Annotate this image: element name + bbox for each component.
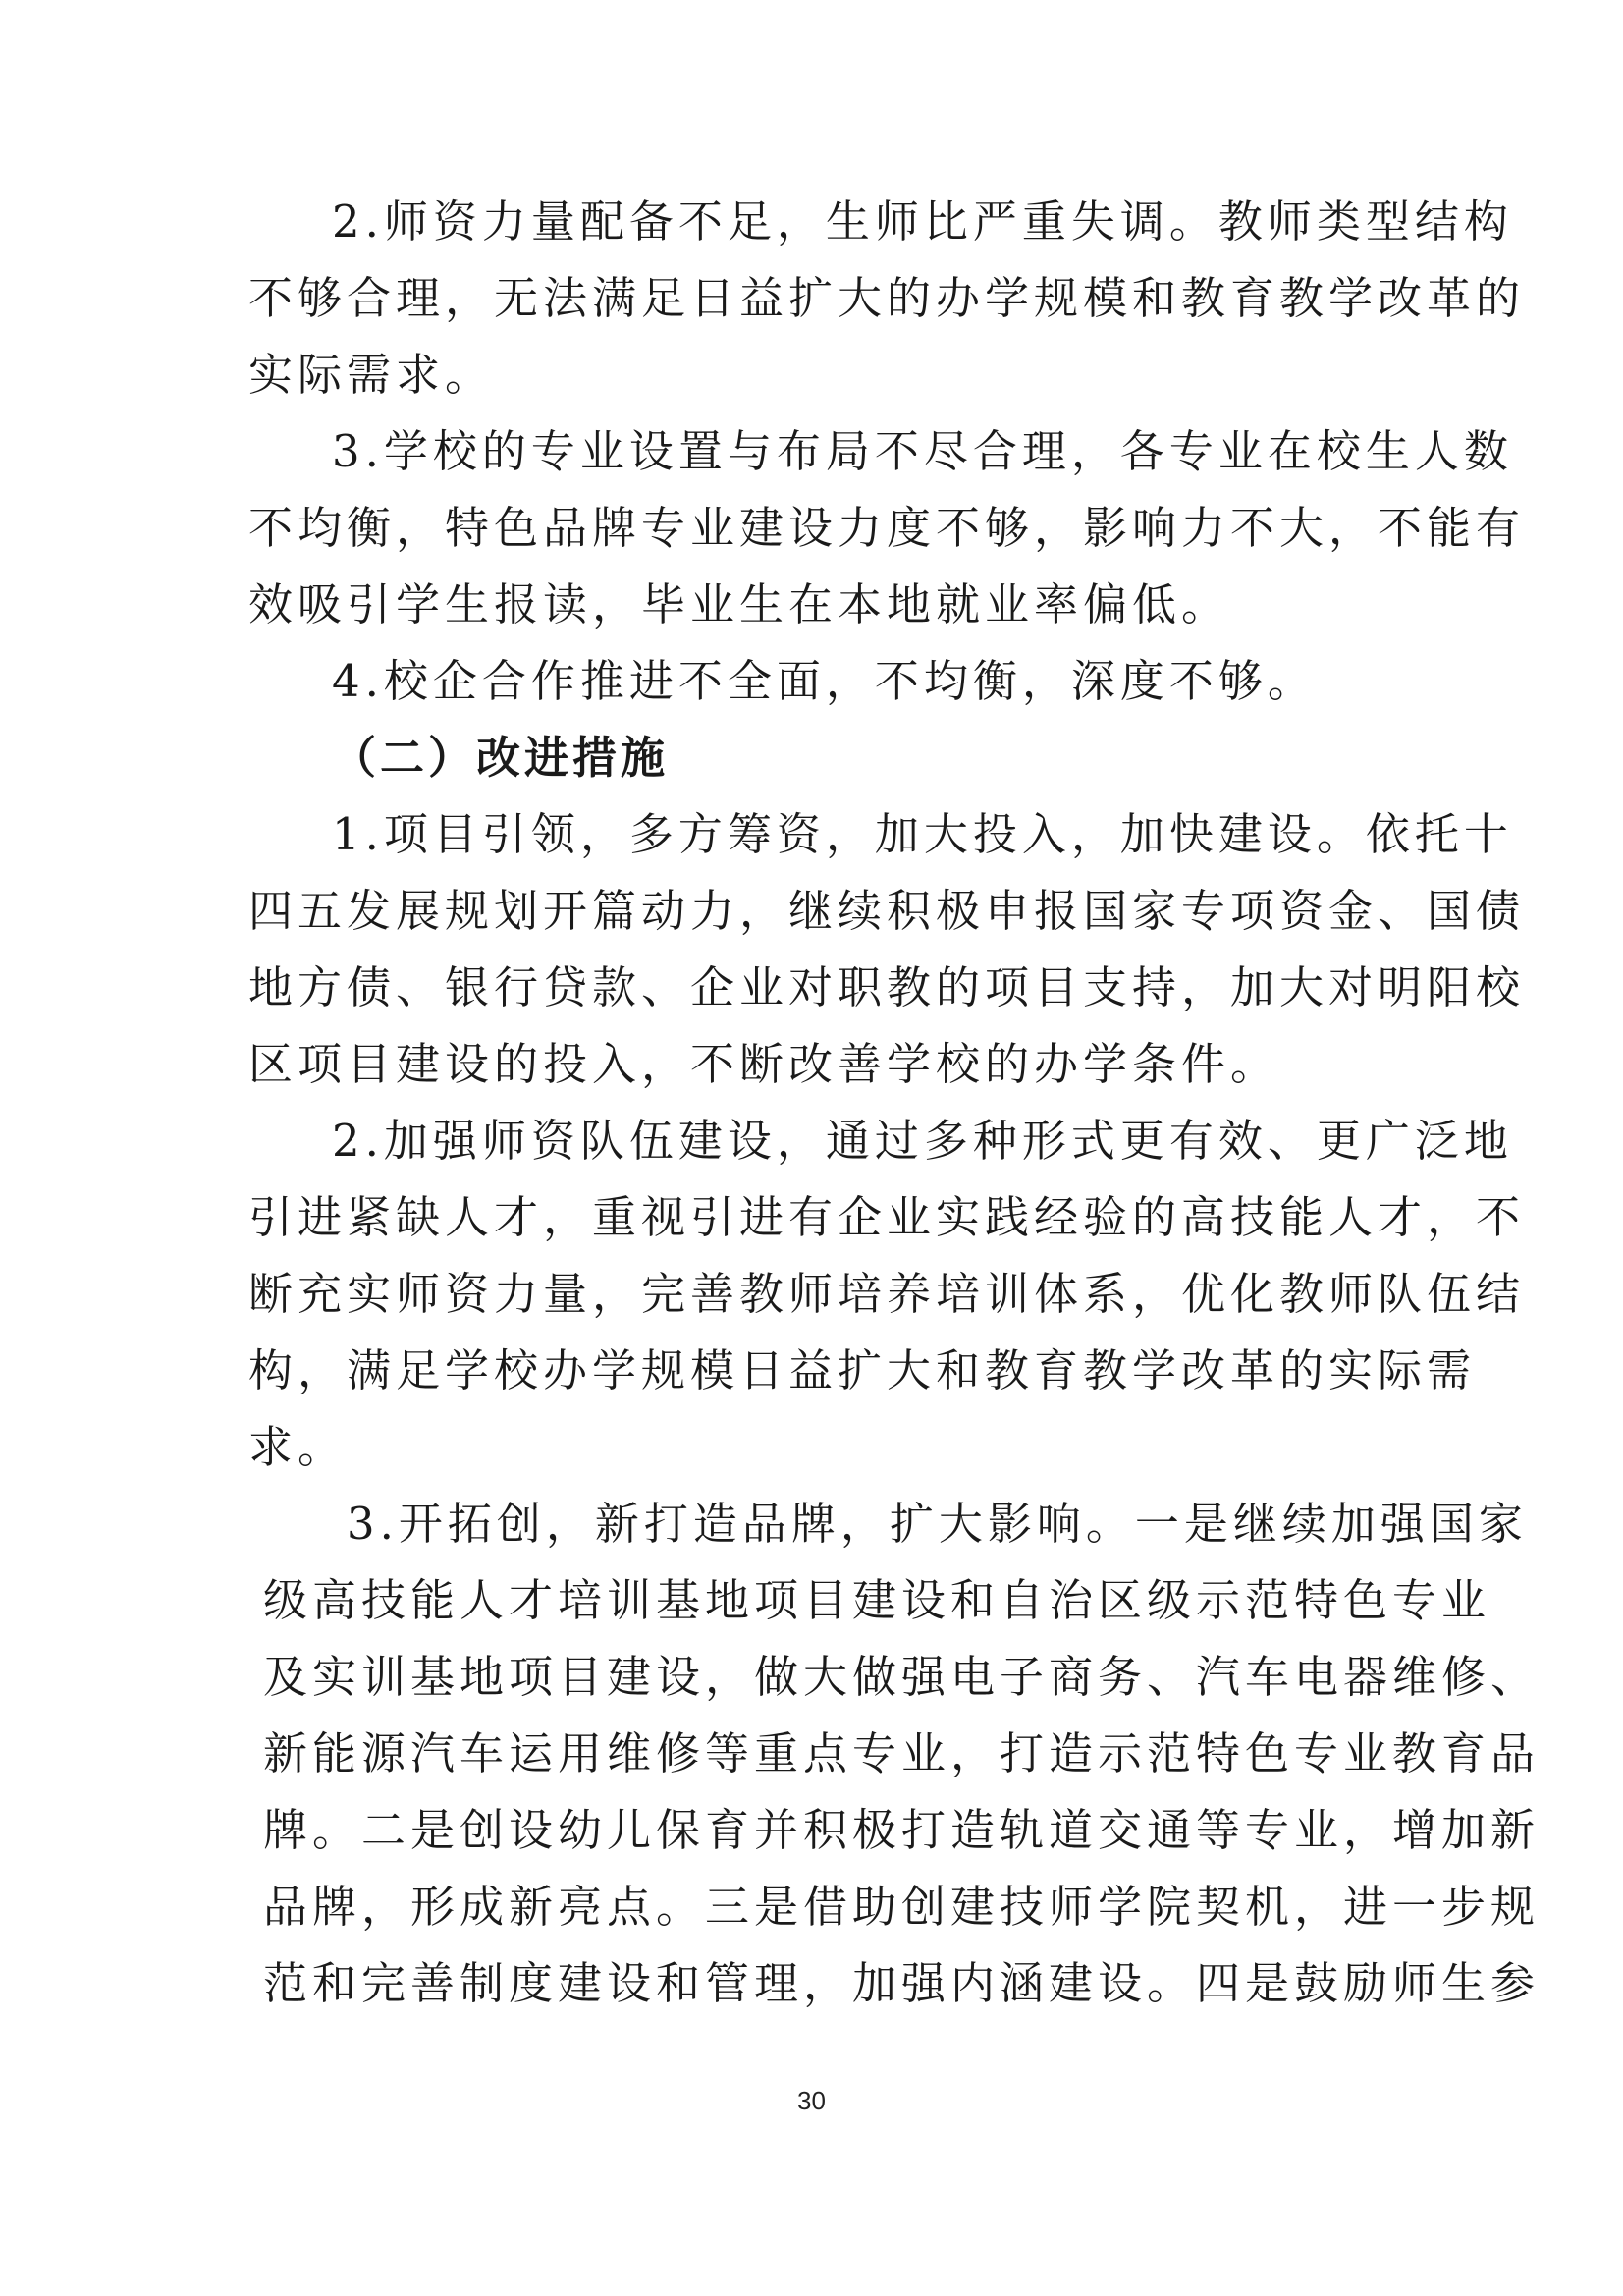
- paragraph-line: 地方债、银行贷款、企业对职教的项目支持，加大对明阳校: [248, 961, 1526, 1013]
- paragraph-line: 实际需求。: [248, 349, 495, 401]
- paragraph-line: 范和完善制度建设和管理，加强内涵建设。四是鼓励师生参: [263, 1957, 1541, 2009]
- paragraph-line: 及实训基地项目建设，做大做强电子商务、汽车电器维修、: [263, 1651, 1541, 1703]
- paragraph-line: 级高技能人才培训基地项目建设和自治区级示范特色专业: [263, 1574, 1491, 1626]
- paragraph-line: 效吸引学生报读，毕业生在本地就业率偏低。: [248, 578, 1231, 630]
- paragraph-line: 2.加强师资队伍建设，通过多种形式更有效、更广泛地: [332, 1115, 1513, 1167]
- paragraph-line: 3.开拓创，新打造品牌，扩大影响。一是继续加强国家: [347, 1498, 1528, 1550]
- paragraph-line: 3.学校的专业设置与布局不尽合理，各专业在校生人数: [332, 425, 1513, 477]
- paragraph-line: 4.校企合作推进不全面，不均衡，深度不够。: [332, 655, 1317, 707]
- paragraph-line: 2.师资力量配备不足，生师比严重失调。教师类型结构: [332, 195, 1513, 247]
- section-heading: （二）改进措施: [332, 732, 670, 784]
- paragraph-line: 品牌，形成新亮点。三是借助创建技师学院契机，进一步规: [263, 1881, 1541, 1933]
- paragraph-line: 求。: [248, 1421, 348, 1473]
- paragraph-line: 不均衡，特色品牌专业建设力度不够，影响力不大，不能有: [248, 502, 1526, 554]
- paragraph-line: 牌。二是创设幼儿保育并积极打造轨道交通等专业，增加新: [263, 1804, 1541, 1856]
- paragraph-line: 区项目建设的投入，不断改善学校的办学条件。: [248, 1038, 1280, 1090]
- paragraph-line: 新能源汽车运用维修等重点专业，打造示范特色专业教育品: [263, 1727, 1541, 1779]
- paragraph-line: 构，满足学校办学规模日益扩大和教育教学改革的实际需: [248, 1344, 1477, 1396]
- paragraph-line: 1.项目引领，多方筹资，加大投入，加快建设。依托十: [332, 808, 1513, 860]
- paragraph-line: 引进紧缺人才，重视引进有企业实践经验的高技能人才，不: [248, 1191, 1526, 1243]
- paragraph-line: 不够合理，无法满足日益扩大的办学规模和教育教学改革的: [248, 272, 1526, 324]
- page-number: 30: [797, 2086, 826, 2115]
- paragraph-line: 断充实师资力量，完善教师培养培训体系，优化教师队伍结: [248, 1268, 1526, 1320]
- paragraph-line: 四五发展规划开篇动力，继续积极申报国家专项资金、国债: [248, 885, 1526, 937]
